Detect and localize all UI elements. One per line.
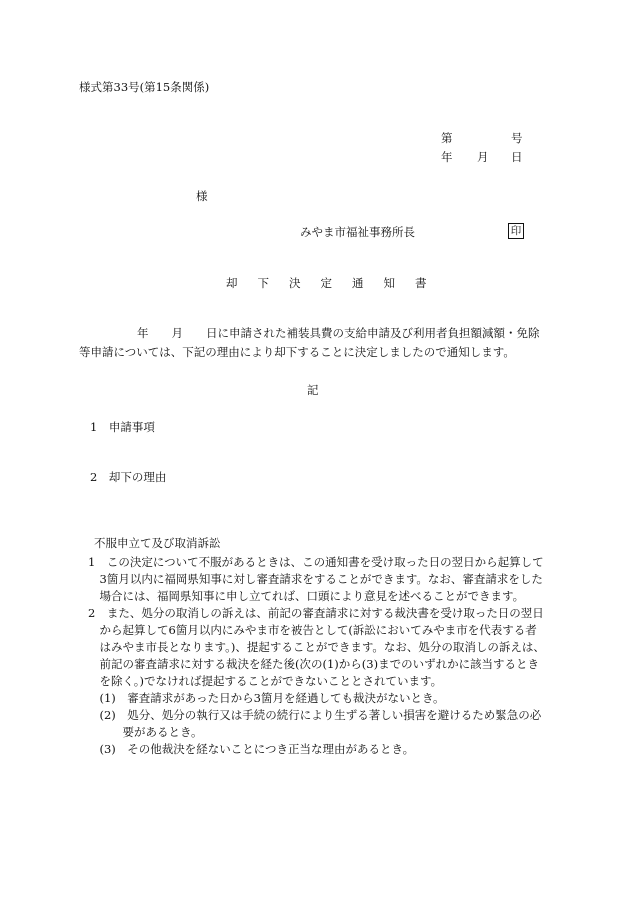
document-title bbox=[226, 276, 427, 290]
body-text-line: 年 月 日に申請された補装具費の支給申請及び利用者負担額減額・免除 bbox=[137, 326, 540, 340]
issuer-name: みやま市福祉事務所長 bbox=[300, 225, 415, 239]
addressee-honorific: 様 bbox=[196, 189, 208, 203]
appeal-notice-line: 前記の審査請求に対する裁決を経た後(次の(1)から(3)までのいずれかに該当するとき bbox=[88, 657, 540, 671]
item-rejection-reason: 2 却下の理由 bbox=[90, 470, 167, 484]
body-text-line: 等申請については、下記の理由により却下することに決定しましたので通知します。 bbox=[79, 345, 515, 359]
title-char: 通 bbox=[352, 276, 364, 290]
ki-heading: 記 bbox=[307, 383, 319, 397]
date-year-label: 年 bbox=[441, 150, 453, 164]
document-number-suffix: 号 bbox=[511, 131, 523, 145]
title-char: 下 bbox=[257, 276, 269, 290]
appeal-notice-line: 1 この決定について不服があるときは、この通知書を受け取った日の翌日から起算して bbox=[88, 555, 544, 569]
date-day-label: 日 bbox=[511, 150, 523, 164]
item-application: 1 申請事項 bbox=[90, 420, 155, 434]
title-char: 定 bbox=[320, 276, 332, 290]
title-char: 知 bbox=[383, 276, 395, 290]
title-char: 却 bbox=[226, 276, 238, 290]
form-number: 様式第33号(第15条関係) bbox=[79, 80, 210, 94]
appeal-notice-line: 3箇月以内に福岡県知事に対し審査請求をすることができます。なお、審査請求をした bbox=[88, 572, 543, 586]
date-month-label: 月 bbox=[477, 150, 489, 164]
appeal-notice-line: (1) 審査請求があった日から3箇月を経過しても裁決がないとき。 bbox=[88, 691, 445, 705]
appeal-notice-line: はみやま市長となります。)、提起することができます。なお、処分の取消しの訴えは、 bbox=[88, 640, 545, 654]
document-number-prefix: 第 bbox=[441, 131, 453, 145]
seal-mark: 印 bbox=[508, 223, 524, 239]
appeal-notice-line: (3) その他裁決を経ないことにつき正当な理由があるとき。 bbox=[88, 742, 415, 756]
appeal-notice-line: を除く。)でなければ提起することができないこととされています。 bbox=[88, 674, 443, 688]
title-char: 書 bbox=[415, 276, 427, 290]
appeal-notice-heading: 不服申立て及び取消訴訟 bbox=[94, 536, 221, 550]
appeal-notice-line: から起算して6箇月以内にみやま市を被告として(訴訟においてみやま市を代表する者 bbox=[88, 623, 537, 637]
appeal-notice-line: 要があるとき。 bbox=[88, 725, 203, 739]
appeal-notice-line: 場合には、福岡県知事に申し立てれば、口頭により意見を述べることができます。 bbox=[88, 589, 525, 603]
title-char: 決 bbox=[289, 276, 301, 290]
appeal-notice-line: 2 また、処分の取消しの訴えは、前記の審査請求に対する裁決書を受け取った日の翌日 bbox=[88, 606, 544, 620]
appeal-notice-line: (2) 処分、処分の執行又は手続の続行により生ずる著しい損害を避けるため緊急の必 bbox=[88, 708, 542, 722]
